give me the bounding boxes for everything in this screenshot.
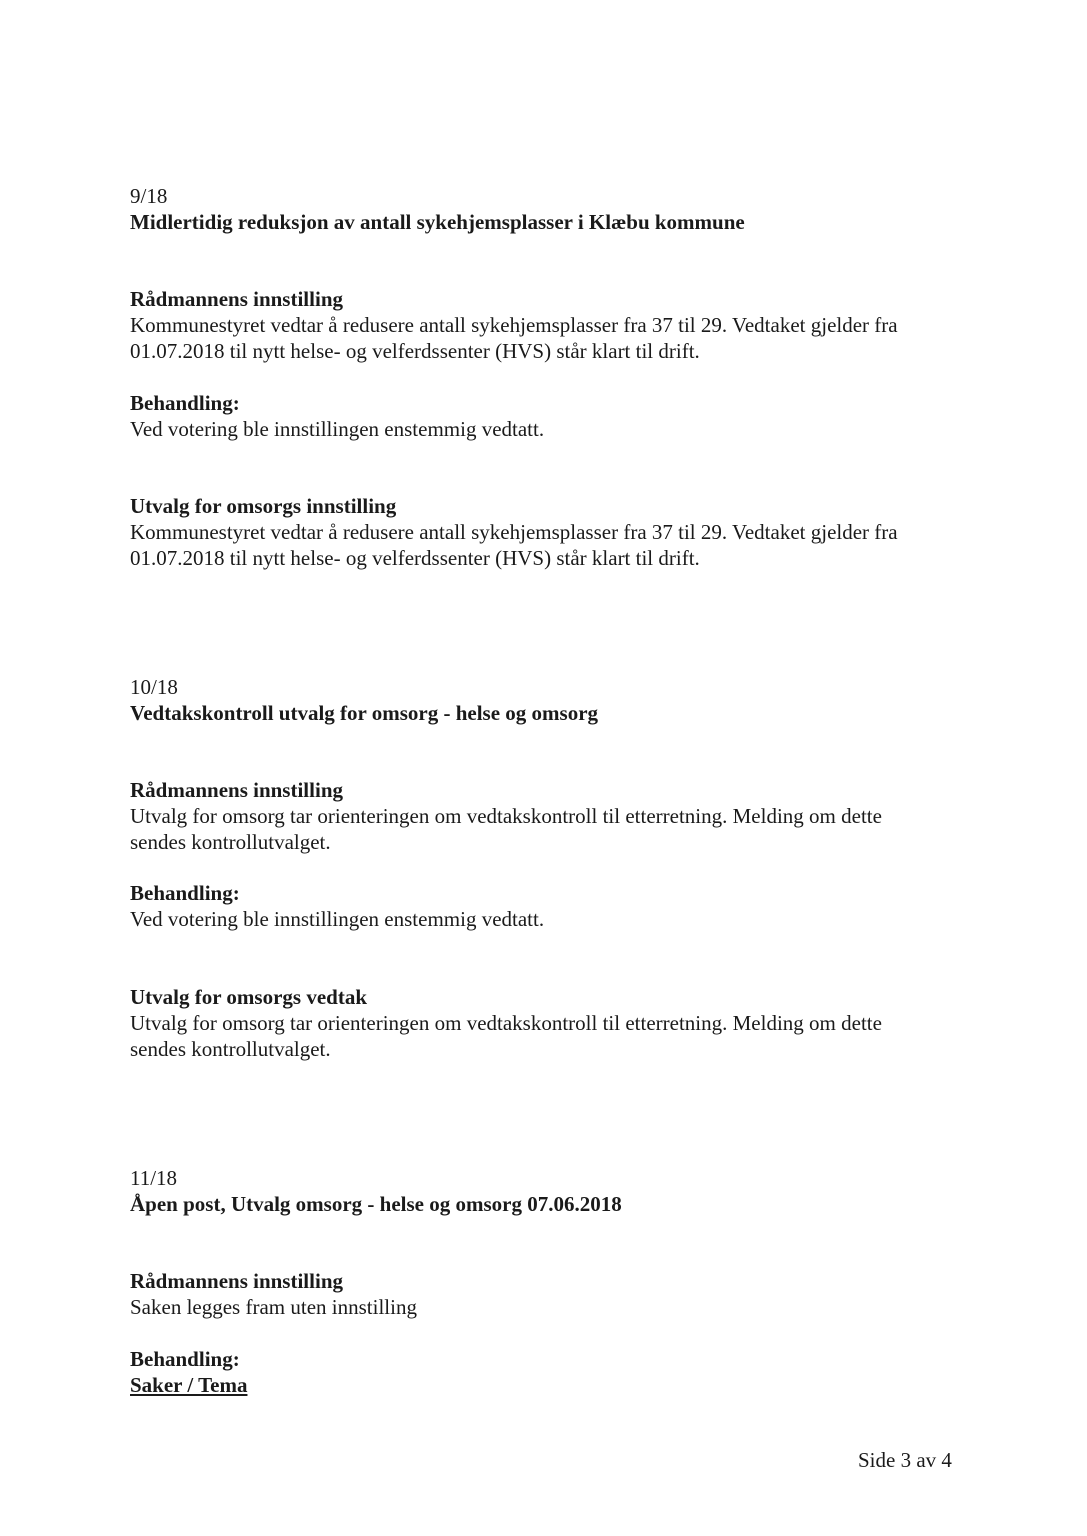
behandling-heading: Behandling: [130, 391, 240, 415]
utvalg-text [130, 519, 960, 571]
utvalg-text-line: Kommunestyret vedtar å redusere antall sykehjemsplasser fra 37 til 29. Vedtaket gjelder fra [130, 520, 898, 544]
behandling-subheading: Saker / Tema [130, 1373, 248, 1397]
behandling-heading: Behandling: [130, 881, 240, 905]
radmann-heading: Rådmannens innstilling [130, 1269, 343, 1293]
case-title: Vedtakskontroll utvalg for omsorg - helse og omsorg [130, 701, 599, 725]
radmann-text [130, 312, 960, 364]
radmann-text-line: sendes kontrollutvalget. [130, 830, 331, 854]
utvalg-text-line: Utvalg for omsorg tar orienteringen om vedtakskontroll til etterretning. Melding om dette [130, 1011, 882, 1035]
utvalg-heading: Utvalg for omsorgs innstilling [130, 494, 397, 518]
case-title: Åpen post, Utvalg omsorg - helse og omsorg 07.06.2018 [130, 1192, 622, 1216]
utvalg-heading: Utvalg for omsorgs vedtak [130, 985, 368, 1009]
radmann-heading: Rådmannens innstilling [130, 287, 343, 311]
behandling-text: Ved votering ble innstillingen enstemmig vedtatt. [130, 417, 545, 441]
case-title: Midlertidig reduksjon av antall sykehjemsplasser i Klæbu kommune [130, 210, 745, 234]
utvalg-text-line: sendes kontrollutvalget. [130, 1037, 331, 1061]
behandling-text: Ved votering ble innstillingen enstemmig vedtatt. [130, 907, 545, 931]
case-number: 9/18 [130, 184, 168, 208]
case-number: 11/18 [130, 1166, 178, 1190]
radmann-text: Saken legges fram uten innstilling [130, 1295, 417, 1319]
radmann-text [130, 803, 960, 855]
radmann-text-line: 01.07.2018 til nytt helse- og velferdssenter (HVS) står klart til drift. [130, 339, 700, 363]
utvalg-text-line: 01.07.2018 til nytt helse- og velferdssenter (HVS) står klart til drift. [130, 546, 700, 570]
radmann-text-line: Utvalg for omsorg tar orienteringen om vedtakskontroll til etterretning. Melding om dette [130, 804, 882, 828]
utvalg-text [130, 1010, 960, 1062]
page-number: Side 3 av 4 [858, 1448, 952, 1472]
radmann-heading: Rådmannens innstilling [130, 778, 343, 802]
radmann-text-line: Kommunestyret vedtar å redusere antall sykehjemsplasser fra 37 til 29. Vedtaket gjelder fra [130, 313, 898, 337]
behandling-heading: Behandling: [130, 1347, 240, 1371]
case-number: 10/18 [130, 675, 178, 699]
